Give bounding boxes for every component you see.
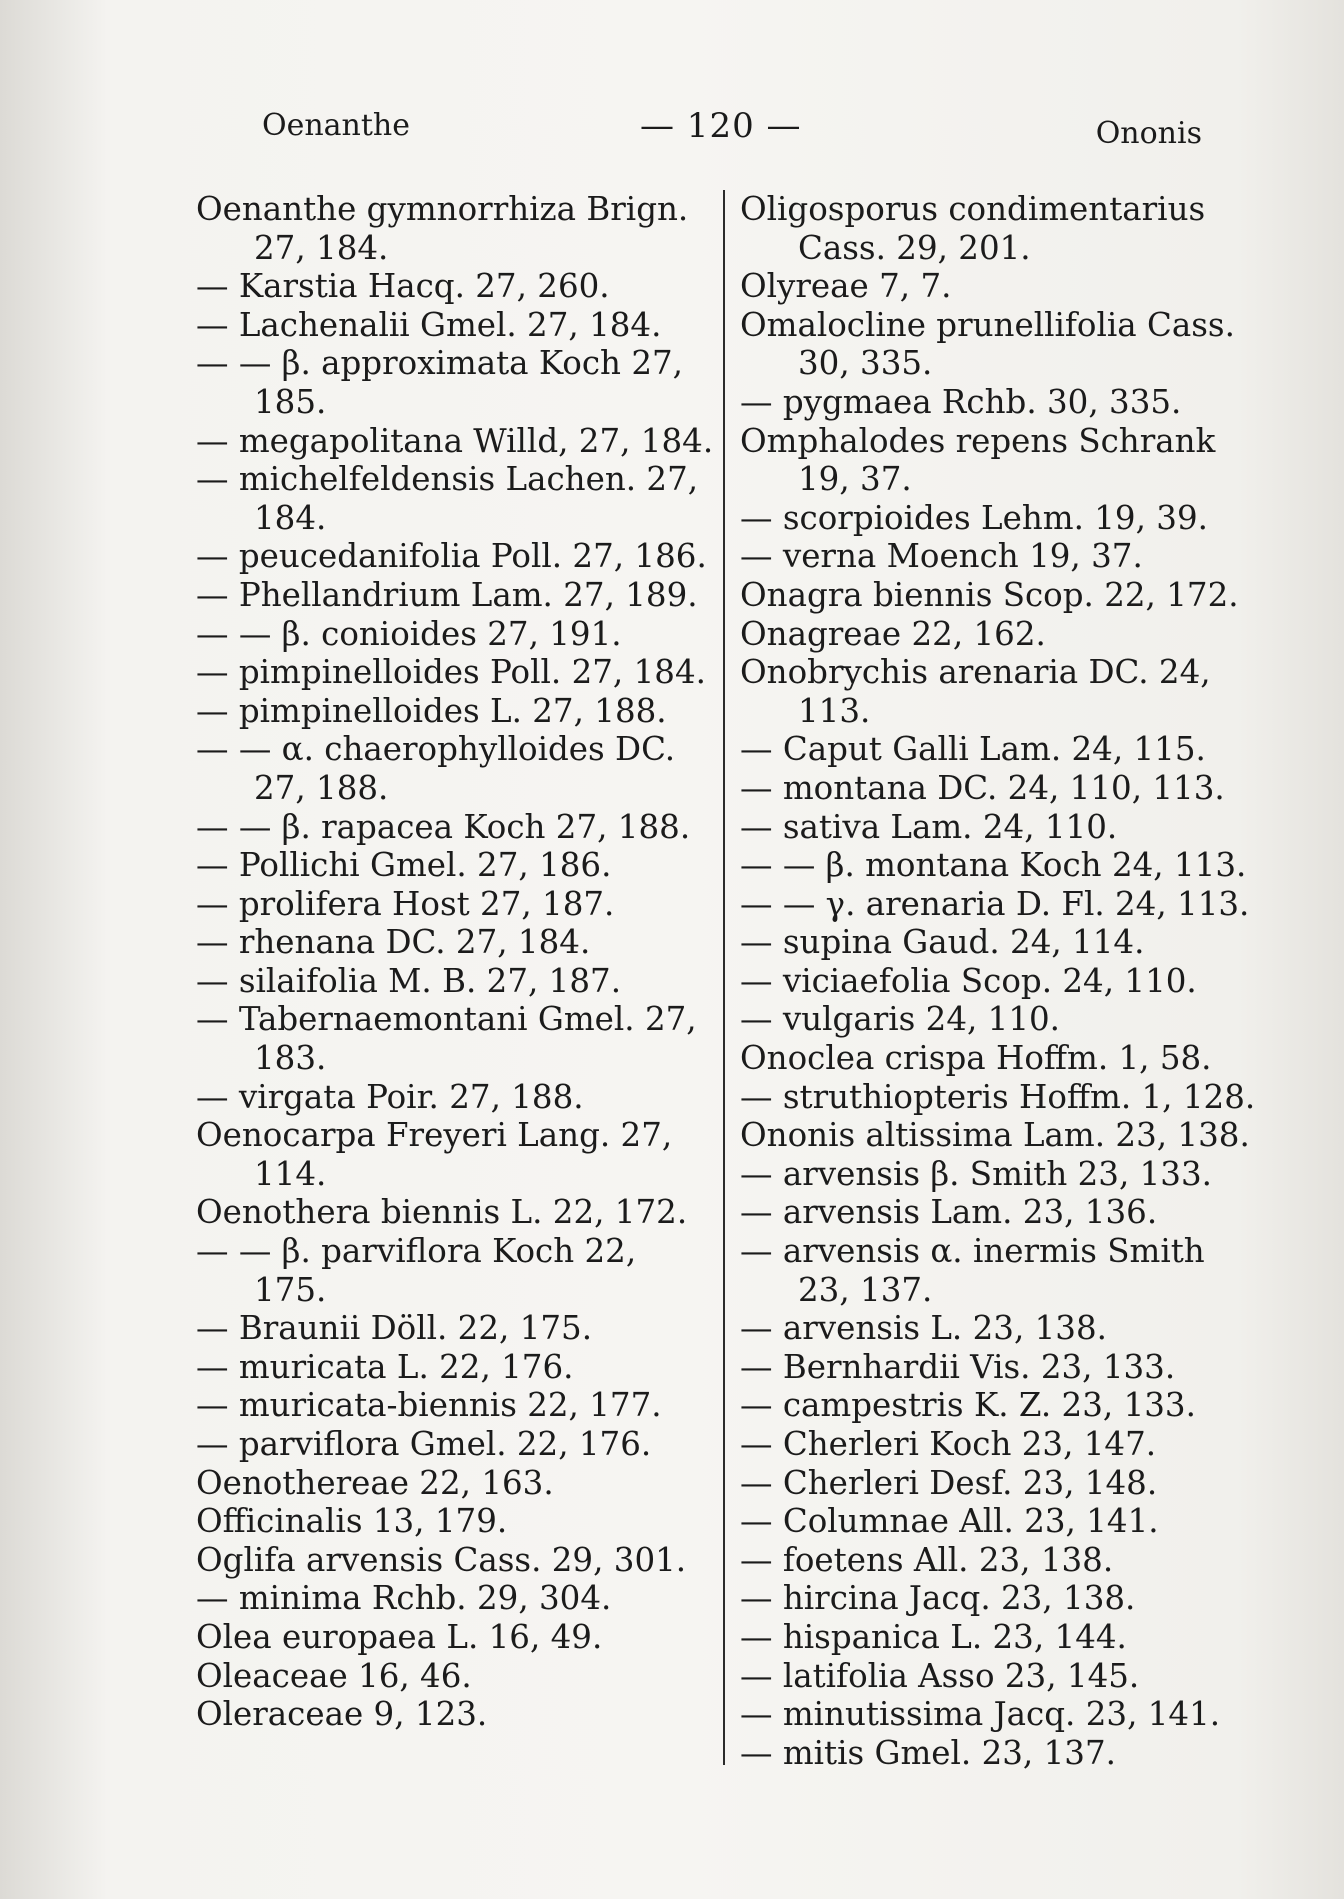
- index-entry: — arvensis α. inermis Smith 23, 137.: [740, 1232, 1216, 1309]
- index-entry: — Columnae All. 23, 141.: [740, 1502, 1159, 1541]
- index-entry: Onobrychis arenaria DC. 24, 113.: [740, 653, 1221, 730]
- header-right-term: Ononis: [1095, 116, 1202, 151]
- running-header: [262, 100, 1202, 150]
- index-entry: Oenocarpa Freyeri Lang. 27, 114.: [196, 1116, 683, 1193]
- index-entry: — michelfeldensis Lachen. 27, 184.: [196, 460, 709, 537]
- index-entry: — viciaefolia Scop. 24, 110.: [740, 961, 1197, 1000]
- index-entry: — vulgaris 24, 110.: [740, 1000, 1061, 1039]
- index-entry: — — β. approximata Koch 27, 185.: [196, 344, 694, 421]
- index-entry: — foetens All. 23, 138.: [740, 1540, 1114, 1579]
- index-entry: — silaifolia M. B. 27, 187.: [196, 961, 622, 1000]
- page-number: — 120 —: [640, 106, 802, 146]
- index-entry: — muricata-biennis 22, 177.: [196, 1386, 662, 1425]
- index-entry: Officinalis 13, 179.: [196, 1502, 508, 1541]
- index-entry: Onagreae 22, 162.: [740, 614, 1046, 653]
- index-entry: — peucedanifolia Poll. 27, 186.: [196, 537, 707, 576]
- index-entry: Onagra biennis Scop. 22, 172.: [740, 575, 1239, 614]
- index-entry: — Caput Galli Lam. 24, 115.: [740, 730, 1206, 769]
- index-entry: — arvensis Lam. 23, 136.: [740, 1193, 1158, 1232]
- index-entry: — supina Gaud. 24, 114.: [740, 923, 1145, 962]
- index-entry: — Bernhardii Vis. 23, 133.: [740, 1347, 1176, 1386]
- index-entry: — mitis Gmel. 23, 137.: [740, 1733, 1116, 1772]
- index-entry: Olyreae 7, 7.: [740, 267, 952, 306]
- index-entry: — — β. conioides 27, 191.: [196, 614, 622, 653]
- index-entry: — Cherleri Koch 23, 147.: [740, 1425, 1157, 1463]
- index-entry: — muricata L. 22, 176.: [196, 1347, 574, 1386]
- index-entry: — prolifera Host 27, 187.: [196, 884, 615, 923]
- index-entry: — Karstia Hacq. 27, 260.: [196, 267, 610, 306]
- index-entry: — — β. parviflora Koch 22, 175.: [196, 1232, 647, 1309]
- index-entry: — arvensis β. Smith 23, 133.: [740, 1154, 1212, 1193]
- index-entry: Olea europaea L. 16, 49.: [196, 1617, 603, 1656]
- index-entry: Oenanthe gymnorrhiza Brign. 27, 184.: [196, 190, 699, 267]
- index-entry: Oenothera biennis L. 22, 172.: [196, 1193, 688, 1232]
- index-entry: — montana DC. 24, 110, 113.: [740, 768, 1225, 807]
- index-entry: — — β. montana Koch 24, 113.: [740, 846, 1247, 885]
- index-entry: — rhenana DC. 27, 184.: [196, 923, 591, 962]
- right-index-column: [740, 190, 1260, 1772]
- index-entry: — — α. chaerophylloides DC. 27, 188.: [196, 730, 686, 807]
- index-entry: — Pollichi Gmel. 27, 186.: [196, 846, 612, 885]
- index-entry: — pimpinelloides Poll. 27, 184.: [196, 653, 706, 692]
- index-entry: — verna Moench 19, 37.: [740, 537, 1143, 576]
- index-entry: Omphalodes repens Schrank 19, 37.: [740, 421, 1226, 499]
- index-entry: — — β. rapacea Koch 27, 188.: [196, 807, 691, 846]
- index-entry: — Cherleri Desf. 23, 148.: [740, 1463, 1158, 1502]
- index-entry: — struthiopteris Hoffm. 1, 128.: [740, 1077, 1256, 1116]
- index-entry: Oleraceae 9, 123.: [196, 1695, 488, 1734]
- index-entry: — minutissima Jacq. 23, 141.: [740, 1695, 1221, 1734]
- index-entry: Onoclea crispa Hoffm. 1, 58.: [740, 1039, 1212, 1078]
- index-entry: Ononis altissima Lam. 23, 138.: [740, 1116, 1250, 1155]
- index-entry: — minima Rchb. 29, 304.: [196, 1579, 612, 1618]
- index-entry: Oenothereae 22, 163.: [196, 1463, 554, 1502]
- index-entry: — pimpinelloides L. 27, 188.: [196, 691, 667, 730]
- index-entry: — megapolitana Willd, 27, 184.: [196, 421, 714, 460]
- index-entry: Oglifa arvensis Cass. 29, 301.: [196, 1540, 687, 1579]
- index-entry: — campestris K. Z. 23, 133.: [740, 1386, 1196, 1425]
- left-index-column: [196, 190, 716, 1734]
- index-entry: — latifolia Asso 23, 145.: [740, 1656, 1140, 1695]
- index-entry: Oleaceae 16, 46.: [196, 1656, 472, 1695]
- index-entry: — — γ. arenaria D. Fl. 24, 113.: [740, 884, 1250, 923]
- header-left-term: Oenanthe: [262, 108, 411, 143]
- index-entry: Oligosporus condimentarius Cass. 29, 201.: [740, 190, 1216, 267]
- index-entry: — Tabernaemontani Gmel. 27, 183.: [196, 1000, 707, 1078]
- column-divider: [723, 190, 725, 1765]
- index-entry: — scorpioides Lehm. 19, 39.: [740, 498, 1208, 537]
- index-entry: — arvensis L. 23, 138.: [740, 1309, 1107, 1348]
- index-entry: Omalocline prunellifolia Cass. 30, 335.: [740, 305, 1246, 383]
- index-entry: — parviflora Gmel. 22, 176.: [196, 1425, 652, 1463]
- index-entry: — Braunii Döll. 22, 175.: [196, 1309, 593, 1348]
- index-entry: — Phellandrium Lam. 27, 189.: [196, 575, 698, 614]
- index-entry: — hircina Jacq. 23, 138.: [740, 1579, 1136, 1618]
- index-entry: — virgata Poir. 27, 188.: [196, 1077, 584, 1116]
- index-entry: — sativa Lam. 24, 110.: [740, 807, 1118, 846]
- index-entry: — pygmaea Rchb. 30, 335.: [740, 382, 1182, 421]
- index-entry: — hispanica L. 23, 144.: [740, 1617, 1127, 1656]
- index-entry: — Lachenalii Gmel. 27, 184.: [196, 305, 662, 344]
